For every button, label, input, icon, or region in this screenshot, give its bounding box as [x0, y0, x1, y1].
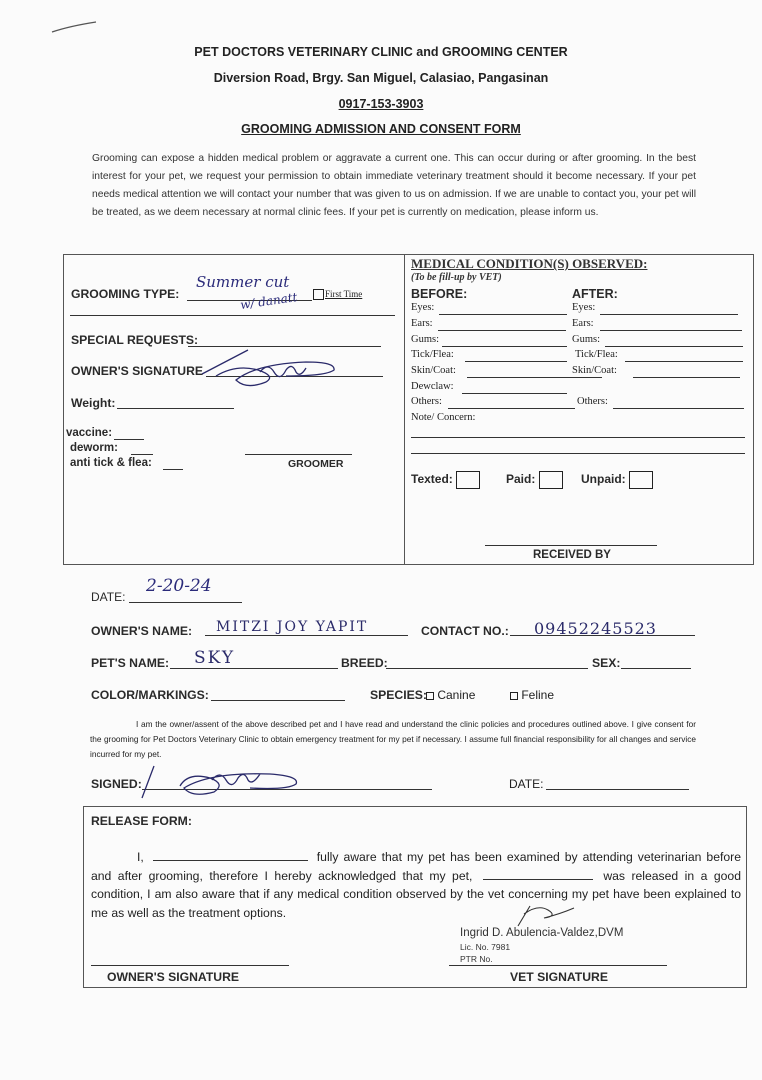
release-owner-signature-label: OWNER'S SIGNATURE	[107, 970, 239, 984]
after-item-label: Gums:	[572, 334, 601, 345]
unpaid-checkbox[interactable]	[629, 471, 653, 489]
release-text-1: I,	[137, 850, 144, 864]
species-feline-option[interactable]	[510, 688, 554, 702]
first-time-option[interactable]	[313, 289, 362, 300]
owner-signature-label: OWNER'S SIGNATURE	[71, 364, 203, 378]
vet-signature-label: VET SIGNATURE	[510, 970, 608, 984]
release-text	[91, 848, 741, 922]
after-item-label: Tick/Flea:	[575, 349, 618, 360]
after-item-line[interactable]	[625, 361, 743, 362]
after-item	[572, 302, 595, 313]
groomer-line[interactable]	[245, 454, 352, 455]
before-item-label: Skin/Coat:	[411, 365, 456, 376]
after-item-line[interactable]	[600, 330, 742, 331]
paid-label: Paid:	[506, 472, 536, 487]
first-time-checkbox[interactable]	[313, 289, 324, 300]
grooming-type-line-2[interactable]	[70, 315, 395, 316]
release-title: RELEASE FORM:	[91, 814, 192, 828]
owner-name-blank[interactable]	[153, 848, 308, 861]
grooming-type-value-2: w/ danatt	[239, 290, 299, 312]
release-text-3: was released in a good condition, I am also aware that if any medical condition observed by the vet concerning my pet have been explained to me as well as the treatment options.	[91, 868, 741, 920]
breed-label: BREED:	[341, 656, 388, 670]
before-item-line[interactable]	[442, 346, 567, 347]
before-item	[411, 334, 439, 345]
paid-checkbox[interactable]	[539, 471, 563, 489]
vaccine-label: vaccine:	[66, 427, 113, 439]
contact-label: CONTACT NO.:	[421, 624, 509, 638]
before-item-label: Others:	[411, 396, 442, 407]
after-item-line[interactable]	[633, 377, 740, 378]
canine-label: Canine	[437, 688, 476, 702]
after-item-line[interactable]	[613, 408, 744, 409]
clinic-phone: 0917-153-3903	[338, 97, 424, 111]
note-line-2[interactable]	[411, 453, 745, 454]
vet-signature-line[interactable]	[449, 965, 667, 966]
date-line[interactable]	[129, 602, 242, 603]
after-item-line[interactable]	[600, 314, 738, 315]
before-item-label: Dewclaw:	[411, 381, 454, 392]
contact-value: 09452245523	[534, 619, 657, 638]
grooming-type-value: Summer cut	[196, 273, 290, 291]
after-item	[572, 334, 600, 345]
clinic-name: PET DOCTORS VETERINARY CLINIC and GROOMING CENTER	[194, 45, 568, 59]
texted-option[interactable]	[411, 471, 480, 489]
note-line-1[interactable]	[411, 437, 745, 438]
before-item-label: Eyes:	[411, 302, 435, 313]
anti-tick-flea-line[interactable]	[163, 469, 183, 470]
weight-label: Weight:	[71, 396, 116, 410]
pet-name-value: SKY	[194, 648, 236, 668]
owner-name-line[interactable]	[205, 635, 408, 636]
before-label: BEFORE:	[411, 287, 468, 301]
consent-text: I am the owner/assent of the above described pet and I have read and understand the clinic policies and procedures outlined above. I give consent for the grooming for Pet Doctors Veterinary Clinic to obtain emergency treatment for my pet if necessary. I assume full financial responsibility for all changes and service incurred for my pet.	[90, 719, 696, 759]
vet-name: Ingrid D. Abulencia-Valdez,DVM	[460, 927, 624, 939]
signed-date-line[interactable]	[546, 789, 689, 790]
pet-name-line[interactable]	[170, 668, 338, 669]
note-concern-label: Note/ Concern:	[411, 412, 476, 423]
received-by-line[interactable]	[485, 545, 657, 546]
before-item-line[interactable]	[467, 377, 602, 378]
received-by-label: RECEIVED BY	[533, 549, 611, 561]
feline-label: Feline	[521, 688, 555, 702]
before-item	[411, 365, 456, 376]
deworm-line[interactable]	[131, 454, 153, 455]
canine-checkbox[interactable]	[426, 692, 434, 700]
owner-name-value: MITZI JOY YAPIT	[216, 619, 369, 635]
sex-line[interactable]	[621, 668, 691, 669]
grooming-type-label: GROOMING TYPE:	[71, 287, 180, 301]
vet-lic-no: Lic. No. 7981	[460, 942, 511, 952]
release-text-2: fully aware that my pet has been examined by attending veterinarian before and after grooming, therefore I hereby acknowledged that my pet,	[91, 850, 741, 883]
before-item-line[interactable]	[438, 330, 566, 331]
feline-checkbox[interactable]	[510, 692, 518, 700]
texted-checkbox[interactable]	[456, 471, 480, 489]
vet-signature-scribble	[514, 900, 584, 930]
owner-signature-scribble	[196, 346, 346, 394]
pet-name-blank[interactable]	[483, 867, 593, 880]
release-owner-signature-line[interactable]	[91, 965, 289, 966]
before-item	[411, 349, 454, 360]
box-divider	[404, 254, 405, 565]
date-value: 2-20-24	[146, 576, 212, 596]
before-item-line[interactable]	[465, 361, 567, 362]
groomer-label: GROOMER	[288, 458, 344, 470]
after-item-label: Skin/Coat:	[572, 365, 617, 376]
intro-paragraph: Grooming can expose a hidden medical problem or aggravate a current one. This can occur during or after grooming. In the best interest for your pet, we request your permission to obtain immediate veterinary treatment should it become necessary. If your pet needs medical attention we will contact your number that was given to us on admission. If we are unable to contact you, your pet will be treated, as we deem necessary at normal clinic fees. If your pet is currently on medication, please inform us.	[92, 153, 696, 218]
after-item-line[interactable]	[605, 346, 743, 347]
owner-name-label: OWNER'S NAME:	[91, 624, 193, 638]
after-item-label: Ears:	[572, 318, 594, 329]
color-markings-label: COLOR/MARKINGS:	[91, 688, 209, 702]
after-item	[577, 396, 608, 407]
after-label: AFTER:	[572, 287, 618, 301]
after-item	[575, 349, 618, 360]
before-item-line[interactable]	[462, 393, 567, 394]
species-canine-option[interactable]	[426, 688, 475, 702]
unpaid-option[interactable]	[581, 471, 653, 489]
vaccine-line[interactable]	[114, 439, 144, 440]
before-item	[411, 381, 454, 392]
before-item-label: Gums:	[411, 334, 440, 345]
owner-signature-2-scribble	[140, 752, 310, 802]
date-label: DATE:	[91, 590, 126, 604]
clinic-address: Diversion Road, Brgy. San Miguel, Calasiao, Pangasinan	[213, 71, 549, 85]
texted-label: Texted:	[411, 472, 453, 487]
species-label: SPECIES:	[370, 688, 427, 702]
after-item-label: Eyes:	[572, 302, 596, 313]
medical-subtitle: (To be fill-up by VET)	[411, 272, 502, 283]
special-requests-label: SPECIAL REQUESTS:	[71, 333, 199, 347]
pet-name-label: PET'S NAME:	[91, 656, 170, 670]
after-item	[572, 318, 594, 329]
color-markings-line[interactable]	[211, 700, 345, 701]
first-time-label: First Time	[325, 289, 363, 299]
before-item	[411, 396, 442, 407]
after-item	[572, 365, 617, 376]
unpaid-label: Unpaid:	[581, 472, 626, 487]
sex-label: SEX:	[592, 656, 621, 670]
signed-label: SIGNED:	[91, 777, 142, 791]
medical-title: MEDICAL CONDITION(S) OBSERVED:	[411, 256, 648, 271]
vet-ptr-no: PTR No.	[460, 954, 493, 964]
signed-date-label: DATE:	[509, 777, 544, 791]
before-item	[411, 318, 433, 329]
before-item-label: Ears:	[411, 318, 433, 329]
after-item-label: Others:	[577, 396, 608, 407]
breed-line[interactable]	[386, 668, 588, 669]
paid-option[interactable]	[506, 471, 563, 489]
before-item	[411, 302, 434, 313]
before-item-line[interactable]	[439, 314, 567, 315]
before-item-label: Tick/Flea:	[411, 349, 454, 360]
deworm-label: deworm:	[70, 442, 118, 454]
before-item-line[interactable]	[448, 408, 575, 409]
weight-line[interactable]	[117, 408, 234, 409]
anti-tick-flea-label: anti tick & flea:	[70, 457, 152, 469]
pen-mark	[50, 20, 100, 36]
form-title: GROOMING ADMISSION AND CONSENT FORM	[241, 122, 521, 136]
